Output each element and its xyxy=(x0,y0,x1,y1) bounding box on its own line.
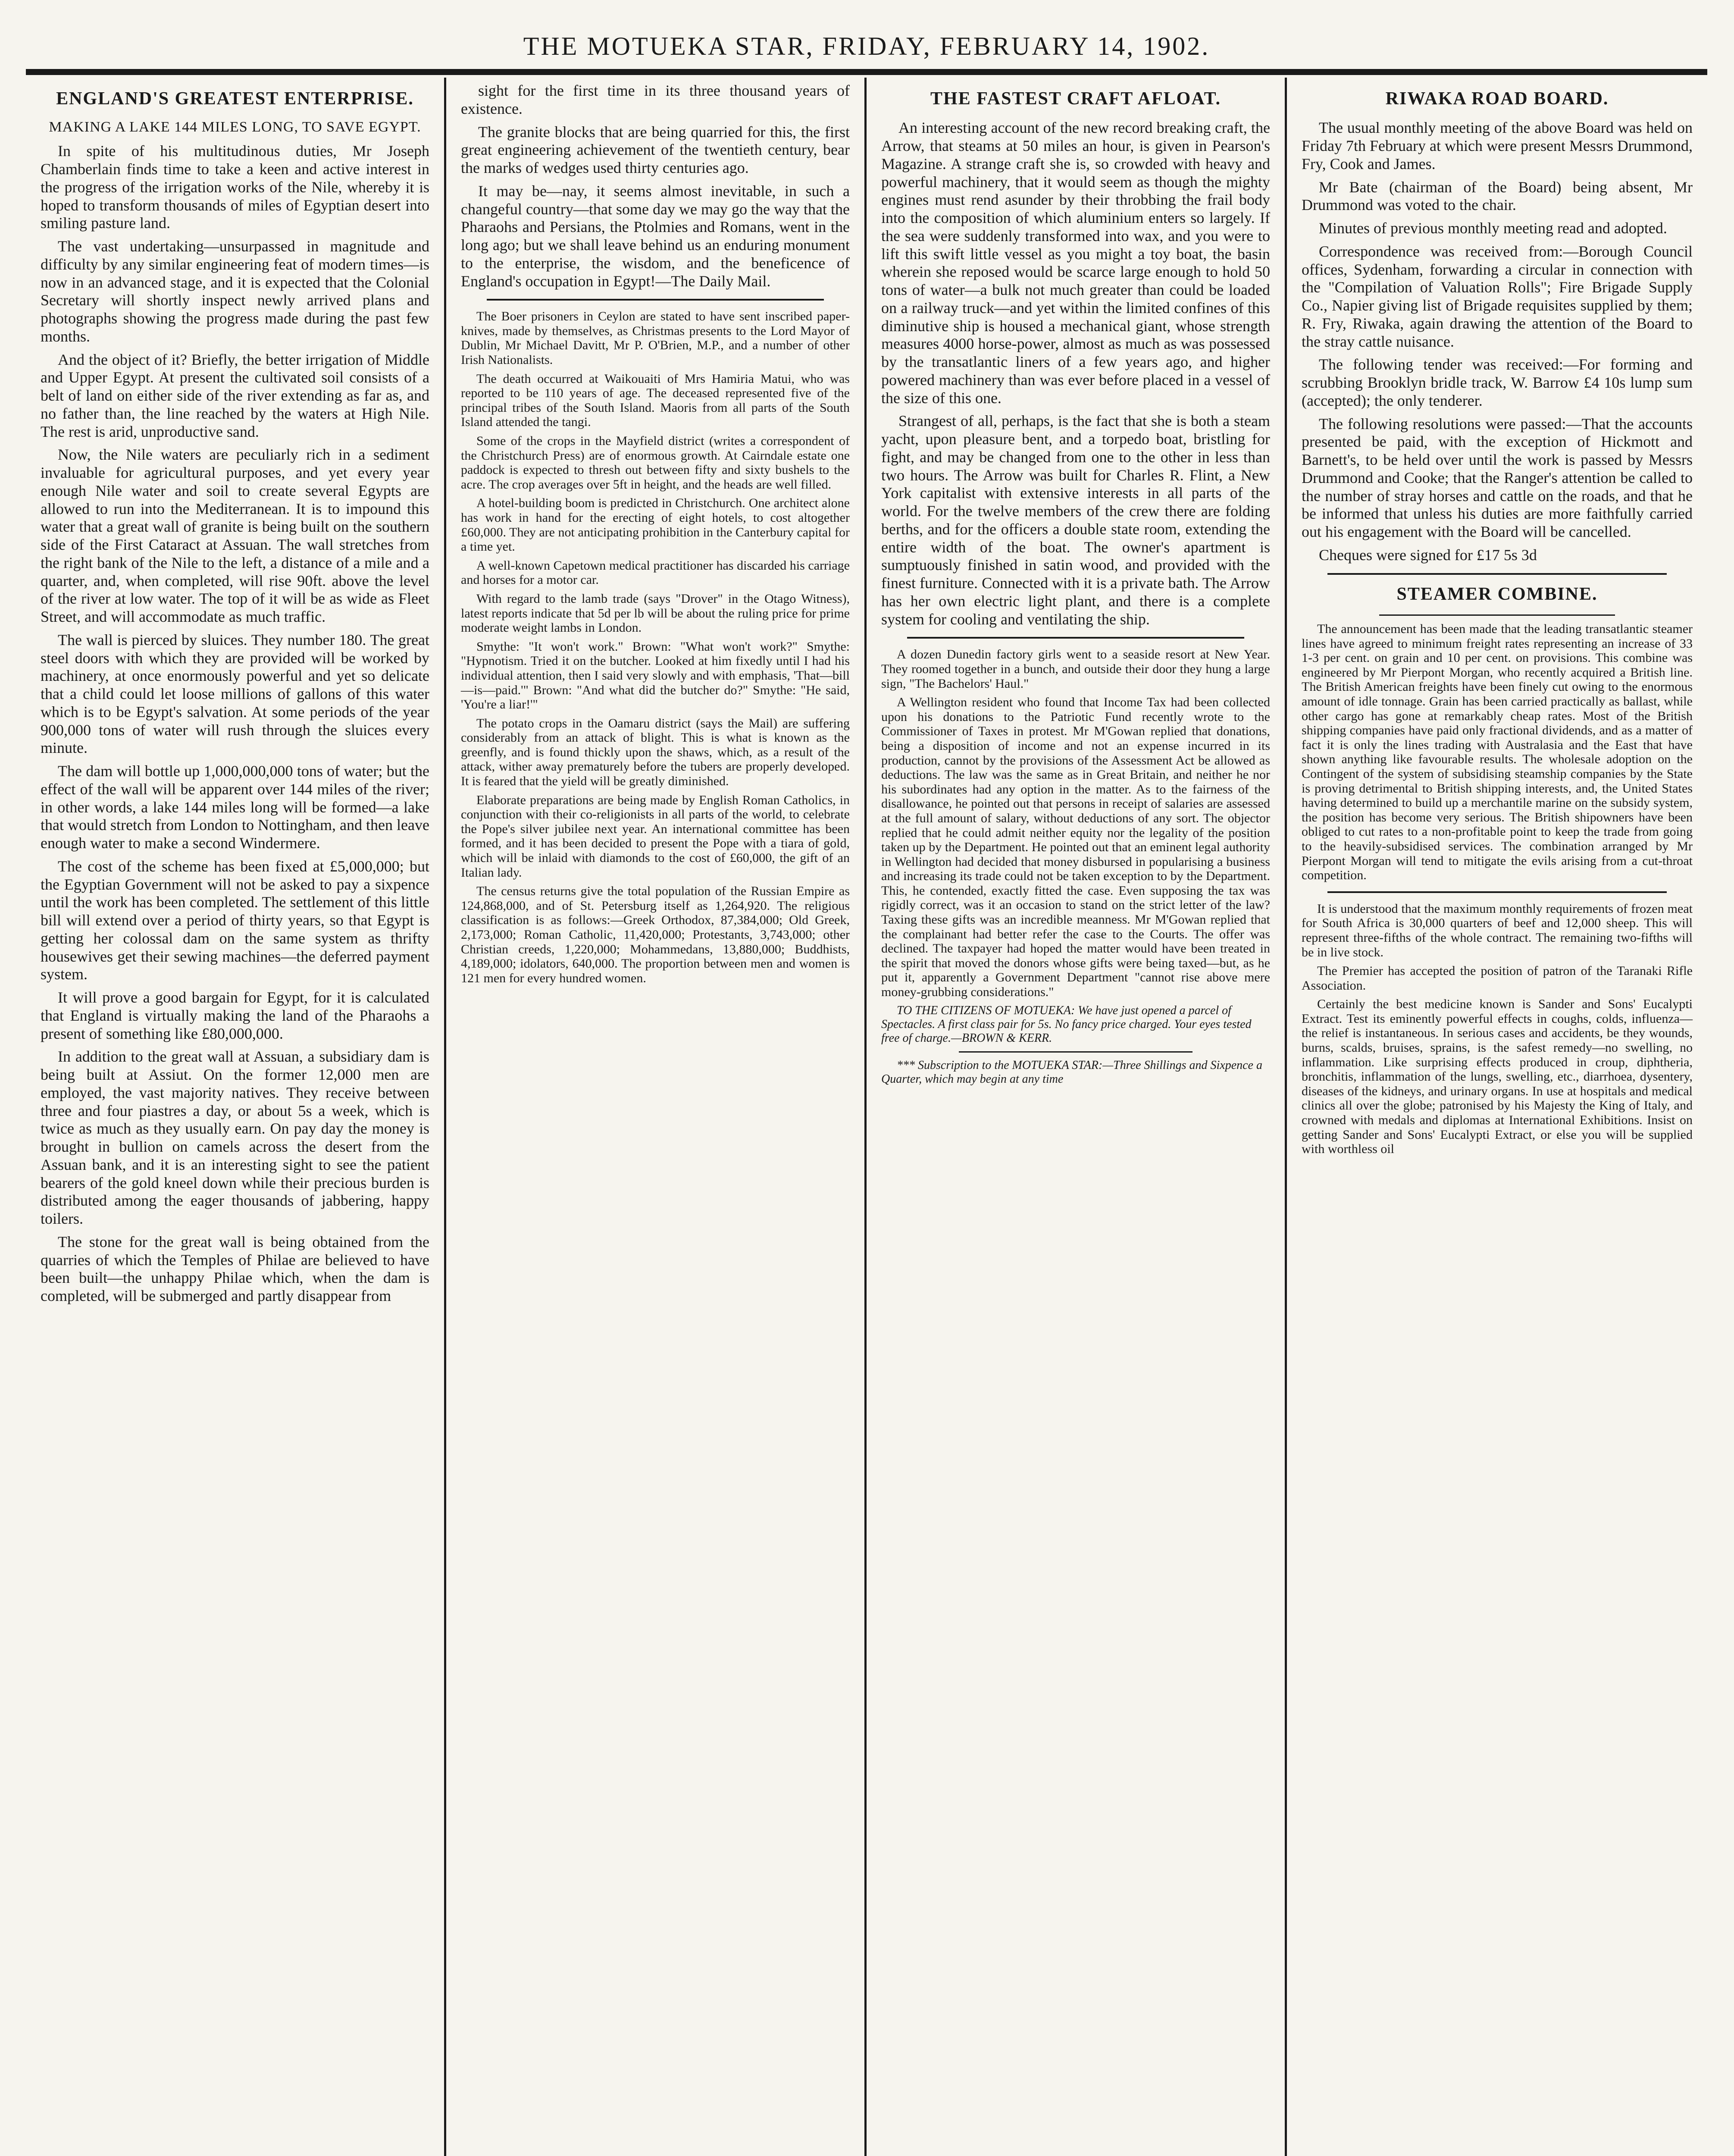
columns xyxy=(26,78,1707,2156)
section-divider xyxy=(1327,891,1667,893)
article-subhead: MAKING A LAKE 144 MILES LONG, TO SAVE EGYPT. xyxy=(49,119,421,135)
section-divider xyxy=(487,299,824,301)
paragraph: The usual monthly meeting of the above Board was held on Friday 7th February at which were present Messrs Drummond, Fry, Cook and James. xyxy=(1302,119,1693,172)
paragraph: Correspondence was received from:—Borough Council offices, Sydenham, forwarding a circular in connection with the "Compilation of Valuation Rolls"; Fire Brigade Supply Co., Napier giving list of Brigade requisites supplied by them; R. Fry, Riwaka, again drawing the attention of the Board to the stray cattle nuisance. xyxy=(1302,242,1693,350)
paragraph: In spite of his multitudinous duties, Mr Joseph Chamberlain finds time to take a keen and active interest in the progress of the irrigation works of the Nile, whereby it is hoped to transform thousands of miles of Egyptian desert into smiling pasture land. xyxy=(41,142,429,232)
paragraph: It will prove a good bargain for Egypt, for it is calculated that England is virtually making the land of the Pharaohs a present of something like £80,000,000. xyxy=(41,989,429,1042)
paragraph: The stone for the great wall is being obtained from the quarries of which the Temples of Philae are believed to have been built—the unhappy Philae which, when the dam is completed, will be submerged and partly disappear from xyxy=(41,1233,429,1305)
paragraph: A hotel-building boom is predicted in Christchurch. One architect alone has work in hand for the erecting of eight hotels, to cost altogether £60,000. They are not anticipating prohibition in the Canterbury capital for a time yet. xyxy=(461,496,850,554)
article-headline: RIWAKA ROAD BOARD. xyxy=(1385,89,1609,109)
paragraph: The Premier has accepted the position of patron of the Taranaki Rifle Association. xyxy=(1302,964,1693,993)
masthead xyxy=(26,9,1707,75)
column-1 xyxy=(26,78,446,2156)
paragraph: A dozen Dunedin factory girls went to a seaside resort at New Year. They roomed together in a bunch, and outside their door they hung a large sign, "The Bachelors' Haul." xyxy=(881,647,1270,691)
section-divider xyxy=(907,637,1244,639)
column-3 xyxy=(867,78,1287,2156)
section-divider xyxy=(1379,614,1615,616)
paragraph: And the object of it? Briefly, the better irrigation of Middle and Upper Egypt. At present the cultivated soil consists of a belt of land on either side of the river extending as far as, and no father than, the line reached by the waters at High Nile. The rest is arid, unproductive sand. xyxy=(41,351,429,440)
paragraph: A well-known Capetown medical practitioner has discarded his carriage and horses for a motor car. xyxy=(461,558,850,587)
paragraph: With regard to the lamb trade (says "Drover" in the Otago Witness), latest reports indicate that 5d per lb will be about the ruling price for prime moderate weight lambs in London. xyxy=(461,591,850,635)
paragraph: The Boer prisoners in Ceylon are stated to have sent inscribed paper-knives, made by themselves, as Christmas presents to the Lord Mayor of Dublin, Mr Michael Davitt, Mr P. O'Brien, M.P., and a number of other Irish Nationalists. xyxy=(461,309,850,367)
paragraph: In addition to the great wall at Assuan, a subsidiary dam is being built at Assiut. On the former 12,000 men are employed, the vast majority natives. They receive between three and four piastres a day, or about 5s a week, which is twice as much as they usually earn. On pay day the money is brought in bullion on camels across the desert from the Assuan bank, and it is an interesting sight to see the patient bearers of the gold kneel down while their precious burden is distributed among the eager thousands of jabbering, happy toilers. xyxy=(41,1048,429,1228)
paragraph: Cheques were signed for £17 5s 3d xyxy=(1319,546,1537,564)
section-divider xyxy=(959,1051,1193,1053)
article-headline: STEAMER COMBINE. xyxy=(1396,584,1598,604)
paragraph: The dam will bottle up 1,000,000,000 tons of water; but the effect of the wall will be apparent over 144 miles of the river; in other words, a lake 144 miles long will be formed—a lake that would stretch from London to Nottingham, and then leave enough water to make a second Windermere. xyxy=(41,762,429,852)
paragraph: The potato crops in the Oamaru district (says the Mail) are suffering considerably from an attack of blight. This is what is known as the greenfly, and is found thickly upon the shaws, which, as a result of the attack, wither away prematurely before the tubers are properly developed. It is feared that the yield will be greatly diminished. xyxy=(461,716,850,789)
paragraph: The following tender was received:—For forming and scrubbing Brooklyn bridle track, W. Barrow £4 10s lump sum (accepted); the only tenderer. xyxy=(1302,356,1693,409)
paragraph: Elaborate preparations are being made by English Roman Catholics, in conjunction with their co-religionists in all parts of the world, to celebrate the Pope's silver jubilee next year. An international committee has been formed, and it has been decided to present the Pope with a tiara of gold, which will be inlaid with diamonds to the cost of £60,000, the gift of an Italian lady. xyxy=(461,793,850,880)
paragraph: Now, the Nile waters are peculiarly rich in a sediment invaluable for agricultural purposes, and yet every year enough Nile water and soil to create several Egypts are allowed to run into the Mediterranean. It is to impound this water that a great wall of granite is being built on the southern side of the First Cataract at Assuan. The wall stretches from the right bank of the Nile to the left, a distance of a mile and a quarter, and, when completed, will rise 90ft. above the level of the river at low water. The top of it will be as wide as Fleet Street, and will accommodate as much traffic. xyxy=(41,446,429,626)
paragraph: The cost of the scheme has been fixed at £5,000,000; but the Egyptian Government will not be asked to pay a sixpence until the work has been completed. The settlement of this little bill will extend over a period of thirty years, so that Egypt is getting her colossal dam on the same system as thrifty housewives get their sewing machines—the deferred payment system. xyxy=(41,857,429,983)
article-headline: THE FASTEST CRAFT AFLOAT. xyxy=(930,89,1221,109)
paragraph: Minutes of previous monthly meeting read and adopted. xyxy=(1319,219,1667,237)
paragraph: Some of the crops in the Mayfield district (writes a correspondent of the Christchurch Press) are of enormous growth. At Cairndale estate one paddock is expected to thresh out between fifty and sixty bushels to the acre. The crop averages over 5ft in height, and the heads are well filled. xyxy=(461,434,850,492)
paragraph: The census returns give the total population of the Russian Empire as 124,868,000, and of St. Petersburg itself as 1,264,920. The religious classification is as follows:—Greek Orthodox, 87,384,000; Old Greek, 2,173,000; Roman Catholic, 11,420,000; Protestants, 3,743,000; other Christian creeds, 1,220,000; Mohammedans, 13,880,000; Buddhists, 4,189,000; idolators, 640,000. The proportion between men and women is 121 men for every hundred women. xyxy=(461,884,850,985)
paragraph: A Wellington resident who found that Income Tax had been collected upon his donations to the Patriotic Fund recently wrote to the Commissioner of Taxes in protest. Mr M'Gowan replied that donations, being a disposition of income and not an expense incurred in its production, cannot by the provisions of the Assessment Act be allowed as deductions. The law was the same as in Great Britain, and neither he nor his subordinates had any option in the matter. As to the fairness of the disallowance, he pointed out that persons in receipt of salaries are assessed at the full amount of salary, without deductions of any sort. The objector replied that he could admit neither equity nor the legality of the position taken up by the Department. He pointed out that an eminent legal authority in Wellington had decided that money disbursed in popularising a business and increasing its trade could not be taken exception to by the Department. This, he contended, exactly fitted the case. Even supposing the tax was rigidly correct, was it an occasion to stand on the strict letter of the law? Taxing these gifts was an incredible meanness. Mr M'Gowan replied that the complainant had better refer the case to the Courts. The offer was declined. The taxpayer had hoped the matter would have been treated in the spirit that moved the donors whose gifts were being taxed—but, as he put it, apparently a Government Department "cannot rise above mere money-grubbing considerations." xyxy=(881,695,1270,1000)
paragraph: Strangest of all, perhaps, is the fact that she is both a steam yacht, upon pleasure bent, and a torpedo boat, bristling for fight, and may be changed from one to the other in less than two hours. The Arrow was built for Charles R. Flint, a New York capitalist with extensive interests in all parts of the world. For the twelve members of the crew there are folding berths, and for the officers a double state room, extending the entire width of the boat. The owner's apartment is sumptuously finished in satin wood, and provided with the finest furniture. Connected with it is a private bath. The Arrow has her own electric light plant, and there is a complete system for cooling and ventilating the ship. xyxy=(881,412,1270,628)
paragraph: The death occurred at Waikouaiti of Mrs Hamiria Matui, who was reported to be 110 years of age. The deceased represented five of the principal tribes of the South Island. Maoris from all parts of the South Island attended the tangi. xyxy=(461,371,850,429)
paragraph: The vast undertaking—unsurpassed in magnitude and difficulty by any similar engineering feat of modern times—is now in an advanced stage, and it is expected that the Colonial Secretary will shortly inspect newly arrived plans and photographs showing the progress made during the past few months. xyxy=(41,238,429,345)
medicine-advert: Certainly the best medicine known is Sander and Sons' Eucalypti Extract. Test its eminently powerful effects in coughs, colds, influenza—the relief is instantaneous. In serious cases and accidents, be they wounds, burns, scalds, bruises, sprains, is the safest remedy—no swelling, no inflammation. Like surprising effects produced in croup, diphtheria, bronchitis, inflammation of the lungs, swelling, etc., diarrhoea, dysentery, diseases of the kidneys, and urinary organs. In use at hospitals and medical clinics all over the globe; patronised by his Majesty the King of Italy, and crowned with medals and diplomas at International Exhibitions. Insist on getting Sander and Sons' Eucalypti Extract, or else you will be supplied with worthless oil xyxy=(1302,997,1693,1156)
paragraph: The granite blocks that are being quarried for this, the first great engineering achievement of the twentieth century, bear the marks of wedges used thirty centuries ago. xyxy=(461,123,850,176)
masthead-title: THE MOTUEKA STAR, FRIDAY, FEBRUARY 14, 1902. xyxy=(523,32,1210,60)
article-headline: ENGLAND'S GREATEST ENTERPRISE. xyxy=(56,89,414,109)
paragraph: sight for the first time in its three thousand years of existence. xyxy=(461,82,850,117)
paragraph: It may be—nay, it seems almost inevitable, in such a changeful country—that some day we may go the way that the Pharaohs and Persians, the Ptolmies and Romans, went in the long ago; but we shall leave behind us an enduring monument to the enterprise, the wisdom, and the beneficence of England's occupation in Egypt!—The Daily Mail. xyxy=(461,182,850,290)
paragraph: Mr Bate (chairman of the Board) being absent, Mr Drummond was voted to the chair. xyxy=(1302,178,1693,214)
section-divider xyxy=(1327,573,1667,575)
paragraph: Smythe: "It won't work." Brown: "What won't work?" Smythe: "Hypnotism. Tried it on the butcher. Looked at him fixedly until I had his individual attention, then I said very slowly and with emphasis, 'That—bill—is—paid.'" Brown: "And what did the butcher do?" Smythe: "He said, 'You're a liar!'" xyxy=(461,639,850,712)
paragraph: The announcement has been made that the leading transatlantic steamer lines have agreed to minimum freight rates representing an increase of 33 1-3 per cent. on grain and 10 per cent. on provisions. This combine was engineered by Mr Pierpont Morgan, who recently acquired a British line. The British American freights have been finely cut owing to the enormous amount of idle tonnage. Grain has been carried practically as ballast, while other cargo has gone at remarkably cheap rates. Most of the British shipping companies have paid only fractional dividends, and as a matter of fact it is only the lines trading with Australasia and the East that have shown anything like favourable results. The wholesale adoption on the Contingent of the system of subsidising steamship companies by the State is proving detrimental to British shipping interests, and, the United States having determined to build up a merchantile marine on the subsidy system, the position has become very serious. The British shipowners have been obliged to cut rates to a non-profitable point to keep the trade from going to the heavily-subsidised services. The combination arranged by Mr Pierpont Morgan will tend to mitigate the evils arising from a cut-throat competition. xyxy=(1302,622,1693,883)
paragraph: An interesting account of the new record breaking craft, the Arrow, that steams at 50 miles an hour, is given in Pearson's Magazine. A strange craft she is, so crowded with heavy and powerful machinery, that it would seem as though the mighty engines must rend asunder by their throbbing the frail body into the composition of which aluminium enters so largely. If the sea were suddenly transformed into wax, and you were to lift this swift little vessel as you might a toy boat, the basin wherein she reposed would be scarce large enough to hold 50 tons of water—a bulk not much greater than could be loaded on a railway truck—and yet within the limited confines of this diminutive ship is housed a mechanical giant, whose strength measures 4000 horse-power, almost as much as was possessed by the transatlantic liners of a few years ago, and higher powered machinery than was ever before placed in a vessel of the size of this one. xyxy=(881,119,1270,407)
spectacles-notice: TO THE CITIZENS OF MOTUEKA: We have just opened a parcel of Spectacles. A first class pair for 5s. No fancy price charged. Your eyes tested free of charge.—BROWN & KERR. xyxy=(881,1003,1252,1045)
paragraph: It is understood that the maximum monthly requirements of frozen meat for South Africa is 30,000 quarters of beef and 12,000 sheep. This will represent three-fifths of the whole contract. The remaining two-fifths will be in live stock. xyxy=(1302,901,1693,959)
paragraph: The following resolutions were passed:—That the accounts presented be paid, with the exception of Hickmott and Barnett's, to be held over until the work is passed by Messrs Drummond and Cooke; that the Ranger's attention be called to the number of stray horses and cattle on the roads, and that he be informed that unless his duties are more faithfully carried out his engagement with the Board will be cancelled. xyxy=(1302,415,1693,541)
column-4 xyxy=(1287,78,1707,2156)
column-2 xyxy=(446,78,867,2156)
paragraph: The wall is pierced by sluices. They number 180. The great steel doors with which they are provided will be worked by machinery, at once enormously powerful and yet so delicate that a child could let loose millions of gallons of this water which is to be Egypt's salvation. At some periods of the year 900,000 tons of water will rush through the sluices every minute. xyxy=(41,631,429,757)
subscription-notice: *** Subscription to the MOTUEKA STAR:—Three Shillings and Sixpence a Quarter, which may begin at any time xyxy=(881,1059,1262,1086)
